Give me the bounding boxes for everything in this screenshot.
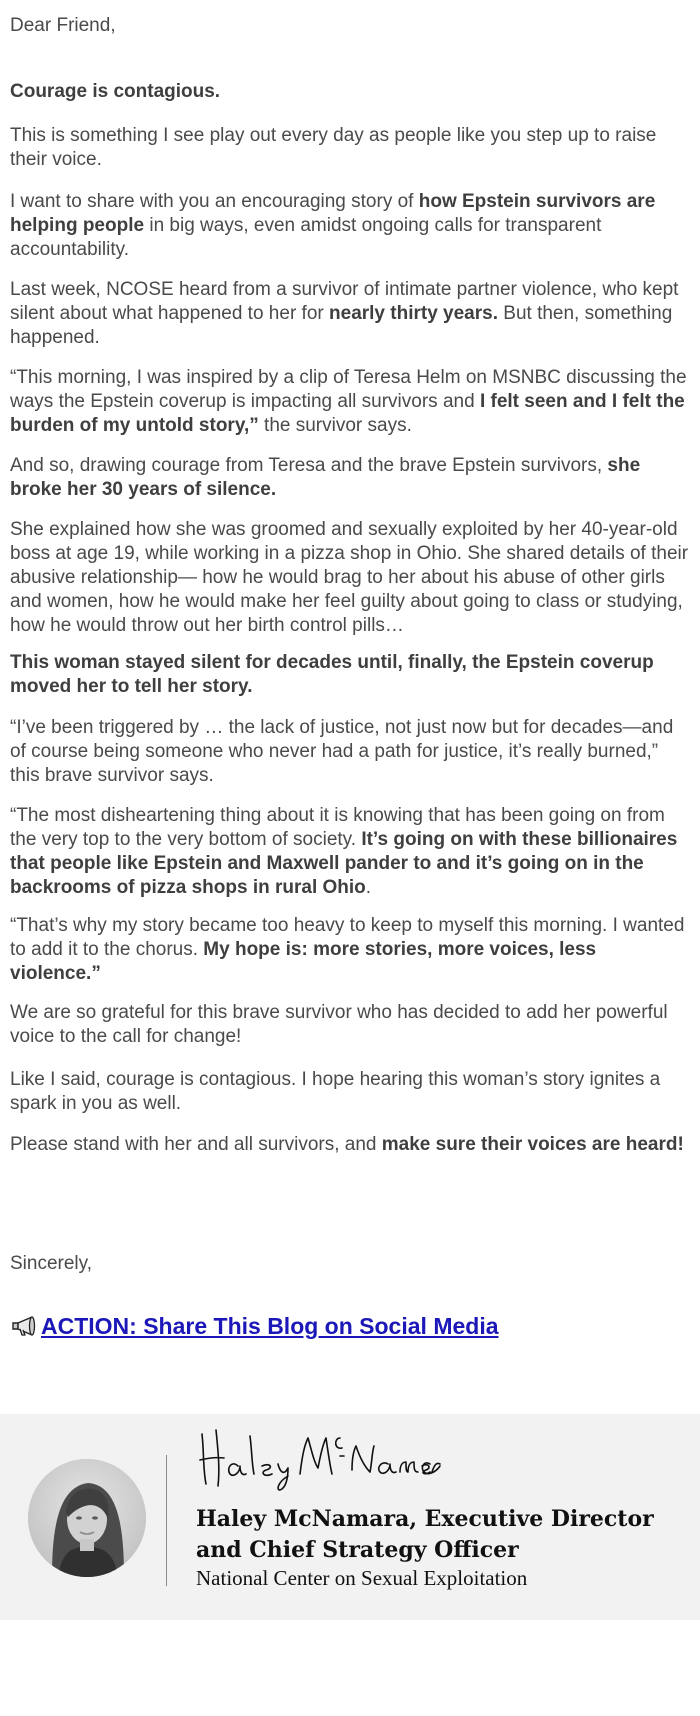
bold-text: My hope is: more stories, more voices, less violence.” (10, 939, 597, 984)
paragraph-6 (10, 454, 692, 502)
text: Like I said, courage is contagious. I hope hearing this woman’s story ignites a spark in you as well. (10, 1069, 661, 1114)
text: “This morning, I was inspired by a clip of Teresa Helm on MSNBC discussing the ways the Epstein coverup is impacting all survivors and (10, 367, 687, 412)
text: We are so grateful for this brave survivor who has decided to add her powerful voice to the call for change! (10, 1002, 668, 1047)
text: But then, something happened. (10, 303, 673, 348)
signer-name-title: Haley McNamara, Executive Director and Chief Strategy Officer (196, 1506, 654, 1563)
text: in big ways, even amidst ongoing calls for transparent accountability. (10, 215, 602, 260)
handwritten-signature (194, 1422, 444, 1494)
paragraph-2 (10, 124, 692, 172)
text: “That’s why my story became too heavy to keep to myself this morning. I wanted to add it to the chorus. (10, 915, 685, 960)
bold-text: It’s going on with these billionaires that people like Epstein and Maxwell pander to and it’s going on in the backrooms of pizza shops in rural Ohio (10, 829, 678, 898)
bold-text: I felt seen and I felt the burden of my untold story,” (10, 391, 685, 436)
paragraph-7 (10, 518, 692, 638)
bold-text: how Epstein survivors are helping people (10, 191, 656, 236)
text: She explained how she was groomed and sexually exploited by her 40-year-old boss at age 19, while working in a pizza shop in Ohio. She shared details of their abusive relationship— how he would brag to her about his abuse of other girls and women, how he would make her feel guilty about going to class or studying, how he would throw out her birth control pills… (10, 519, 689, 636)
paragraph-3 (10, 190, 692, 262)
text: “I’ve been triggered by … the lack of justice, not just now but for decades—and of course being someone who never had a path for justice, it’s really burned,” this brave survivor says. (10, 717, 674, 786)
portrait-photo (28, 1459, 146, 1577)
bold-text: Courage is contagious. (10, 81, 221, 102)
text: This is something I see play out every day as people like you step up to raise their voice. (10, 125, 657, 170)
paragraph-4 (10, 278, 692, 350)
signature-block (0, 1414, 700, 1620)
divider (166, 1455, 167, 1586)
bold-text: This woman stayed silent for decades until, finally, the Epstein coverup moved her to tell her story. (10, 652, 654, 697)
bold-text: make sure their voices are heard! (381, 1134, 684, 1155)
text: the survivor says. (258, 415, 412, 436)
paragraph-11 (10, 914, 692, 986)
text: Last week, NCOSE heard from a survivor of intimate partner violence, who kept silent about what happened to her for (10, 279, 679, 324)
megaphone-icon (10, 1315, 40, 1337)
paragraph-12 (10, 1001, 692, 1049)
paragraph-14 (10, 1133, 692, 1157)
signer-organization: National Center on Sexual Exploitation (196, 1566, 528, 1590)
action-row (10, 1312, 499, 1340)
closing: Sincerely, (10, 1253, 93, 1274)
paragraph-10 (10, 804, 692, 900)
paragraph-5 (10, 366, 692, 438)
paragraph-9 (10, 716, 692, 788)
text: I want to share with you an encouraging story of (10, 191, 419, 212)
paragraph-13 (10, 1068, 692, 1116)
avatar (28, 1459, 146, 1577)
text: And so, drawing courage from Teresa and the brave Epstein survivors, (10, 455, 608, 476)
share-blog-link[interactable]: ACTION: Share This Blog on Social Media (41, 1313, 499, 1339)
text: “The most disheartening thing about it is knowing that has been going on from the very top to the very bottom of society. (10, 805, 665, 850)
bold-text: nearly thirty years. (329, 303, 498, 324)
paragraph-8 (10, 651, 692, 699)
bold-text: she broke her 30 years of silence. (10, 455, 641, 500)
greeting: Dear Friend, (10, 15, 116, 36)
text: . (365, 877, 372, 898)
paragraph-1 (10, 80, 692, 104)
text: Please stand with her and all survivors, and (10, 1134, 382, 1155)
